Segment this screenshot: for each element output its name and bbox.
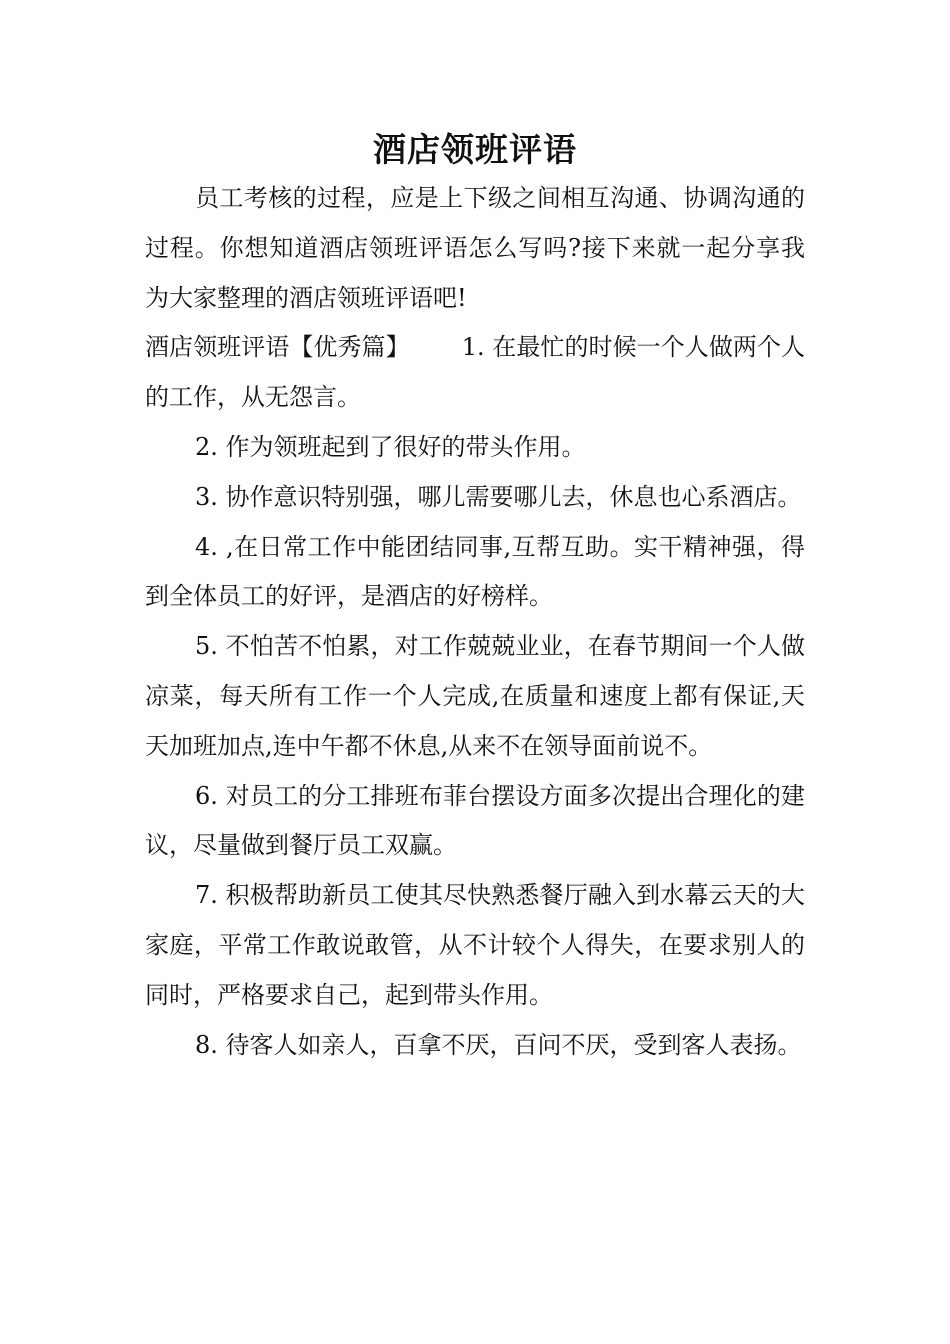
item-6: 6. 对员工的分工排班布菲台摆设方面多次提出合理化的建议，尽量做到餐厅员工双赢。 xyxy=(145,781,805,860)
item-5: 5. 不怕苦不怕累，对工作兢兢业业，在春节期间一个人做凉菜，每天所有工作一个人完成,在质量和速度上都有保证,天天加班加点,连中午都不休息,从来不在领导面前说不。 xyxy=(145,632,805,760)
document-body xyxy=(145,174,805,1070)
item-8: 8. 待客人如亲人，百拿不厌，百问不厌，受到客人表扬。 xyxy=(195,1030,802,1059)
section-heading-line xyxy=(145,323,805,423)
item-3: 3. 协作意识特别强，哪儿需要哪儿去，休息也心系酒店。 xyxy=(195,482,802,511)
item-1: 1. 在最忙的时候一个人做两个人的工作，从无怨言。 xyxy=(145,333,806,412)
intro-paragraph: 员工考核的过程，应是上下级之间相互沟通、协调沟通的过程。你想知道酒店领班评语怎么写吗?接下来就一起分享我为大家整理的酒店领班评语吧! xyxy=(145,184,805,312)
item-4: 4. ,在日常工作中能团结同事,互帮互助。实干精神强，得到全体员工的好评，是酒店的好榜样。 xyxy=(145,532,805,611)
document-title: 酒店领班评语 xyxy=(373,130,577,169)
item-2: 2. 作为领班起到了很好的带头作用。 xyxy=(195,432,586,461)
item-7: 7. 积极帮助新员工使其尽快熟悉餐厅融入到水幕云天的大家庭，平常工作敢说敢管，从不计较个人得失，在要求别人的同时，严格要求自己，起到带头作用。 xyxy=(145,881,805,1009)
section-heading: 酒店领班评语【优秀篇】 xyxy=(145,333,410,362)
